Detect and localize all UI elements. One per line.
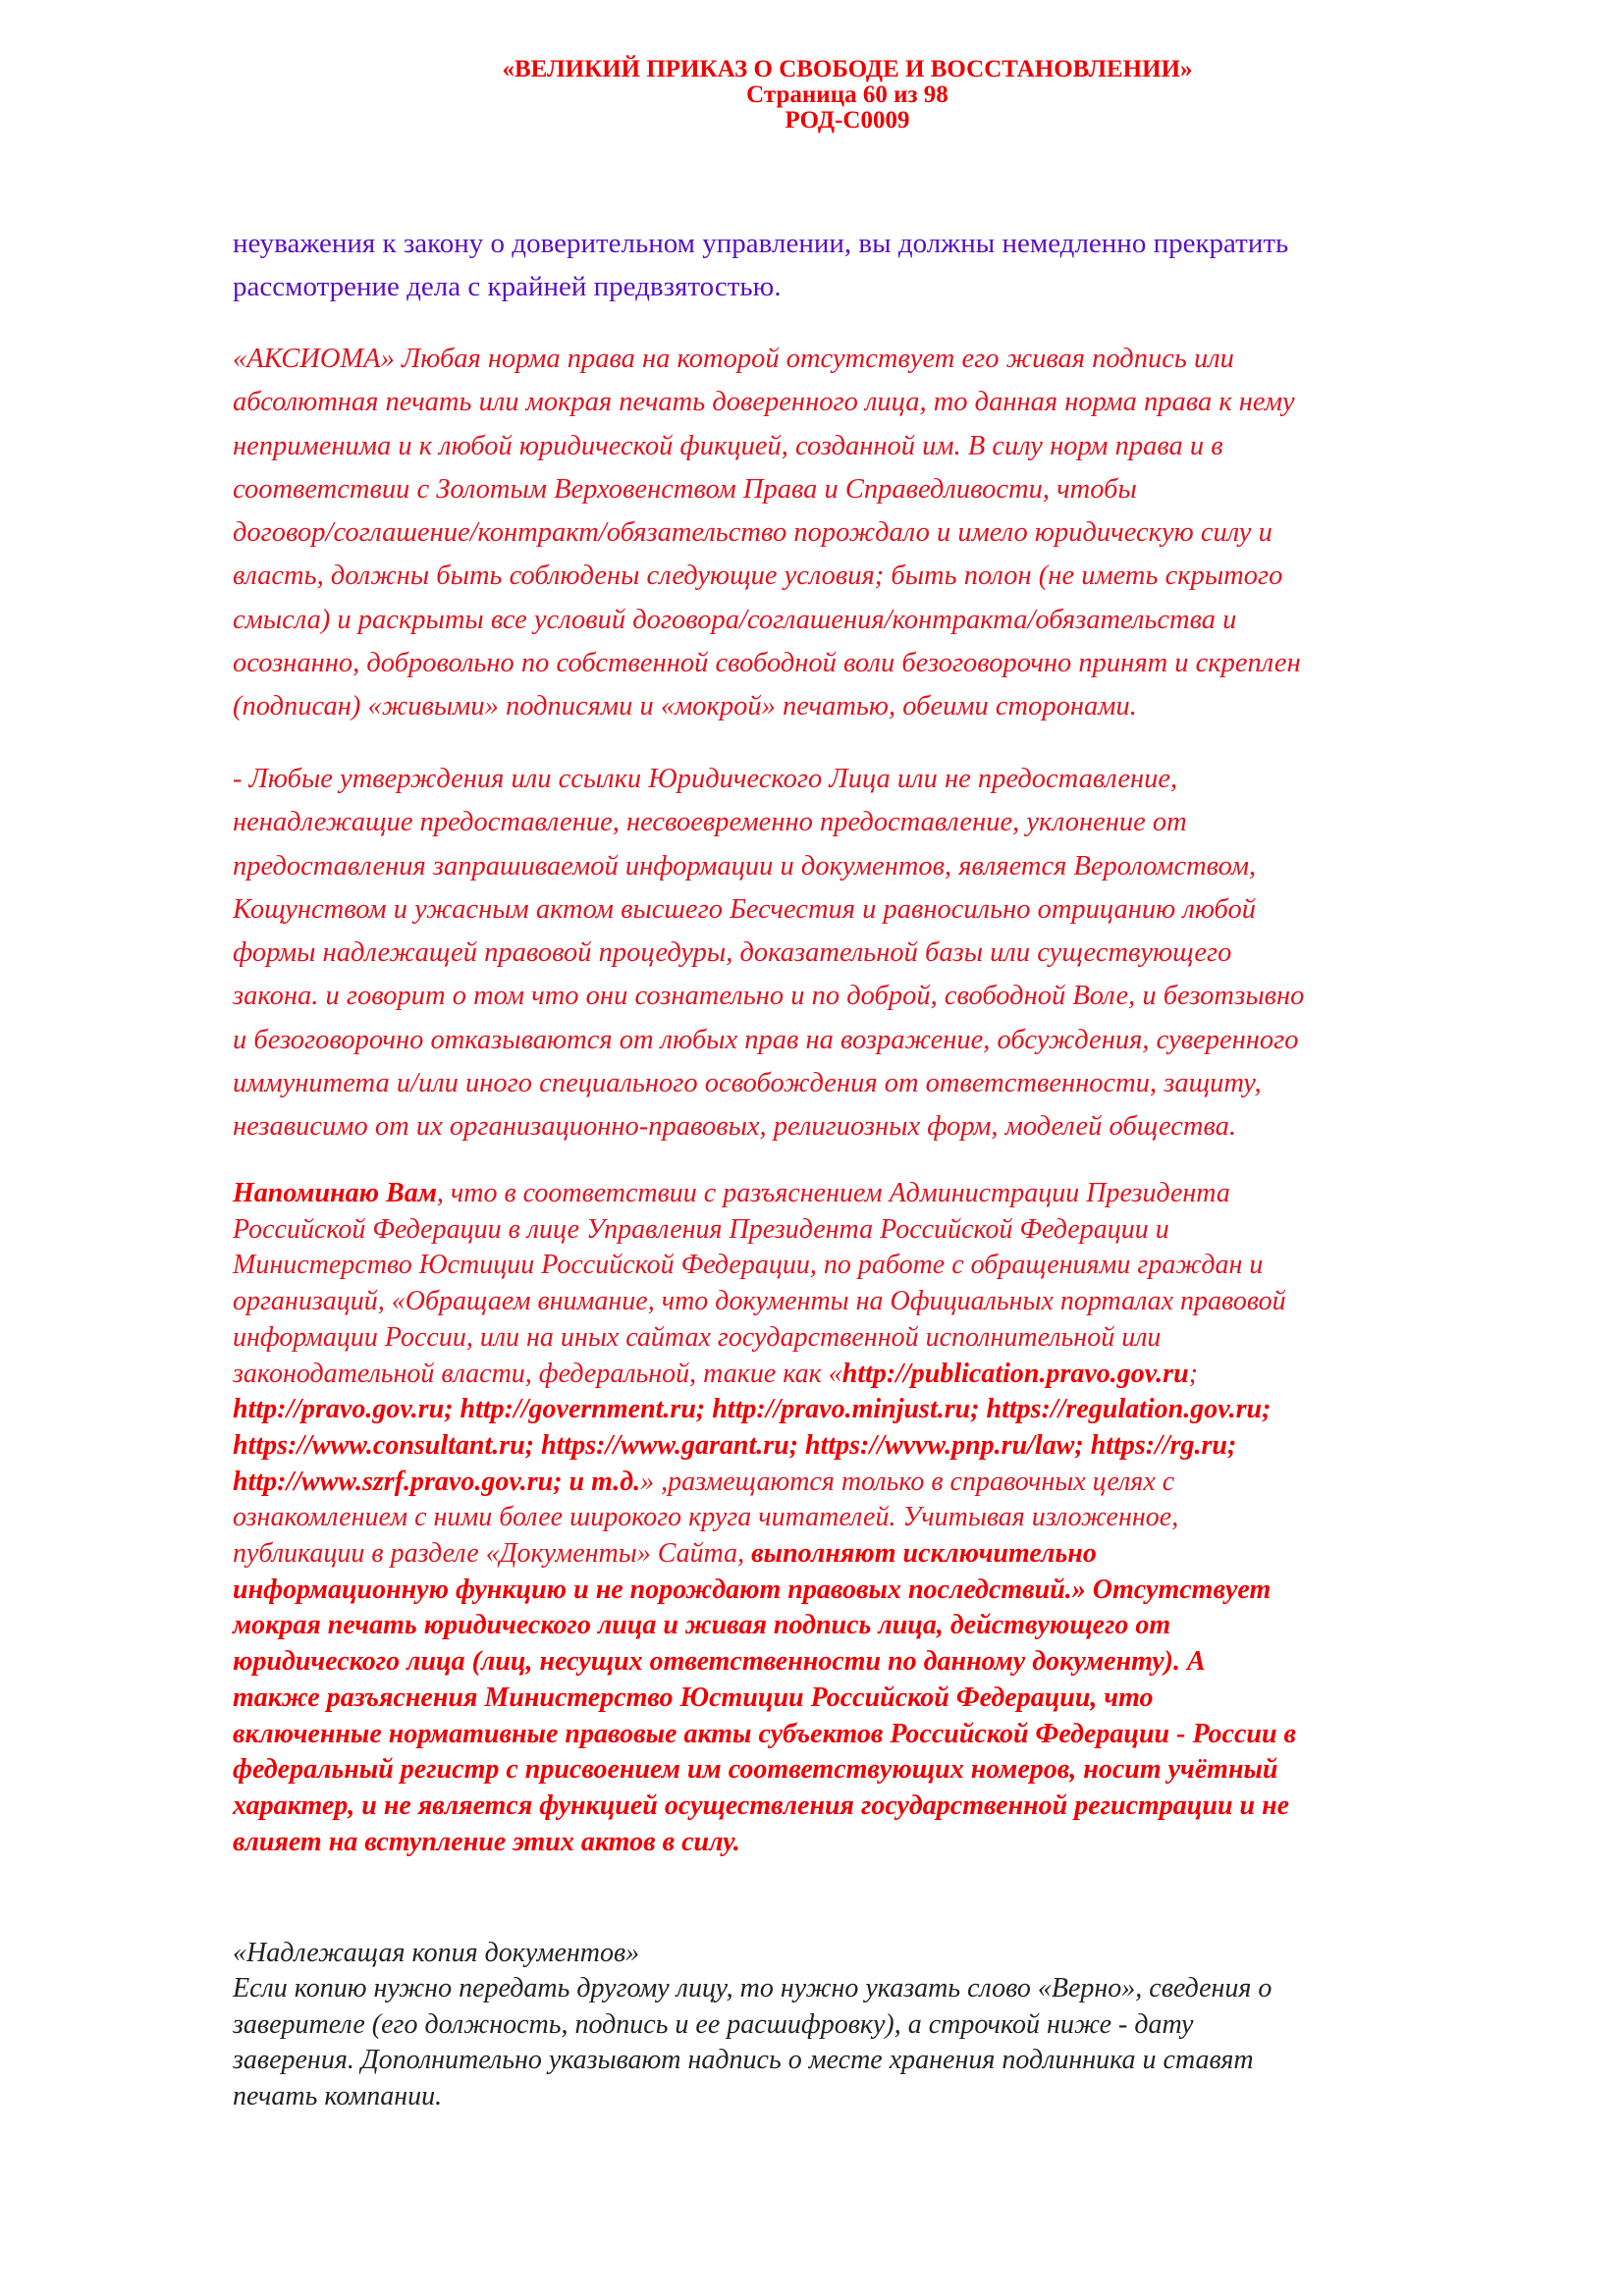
text-line: Российской Федерации в лице Управления Президента Российской Федерации и xyxy=(233,1213,1169,1245)
separator: ; xyxy=(524,1429,542,1461)
text-span: публикации в разделе «Документы» Сайта, xyxy=(233,1538,752,1570)
text-span: » ,размещаются только в справочных целях с xyxy=(640,1466,1175,1497)
text-line xyxy=(233,1392,1529,1428)
proper-copy-heading xyxy=(233,1936,1529,1971)
page-header xyxy=(0,57,1624,133)
text-line xyxy=(233,1176,1529,1212)
url-link[interactable]: https://rg.ru xyxy=(1090,1429,1227,1461)
emphasis-line: также разъяснения Министерство Юстиции Российской Федерации, что xyxy=(233,1682,1154,1713)
emphasis-line: федеральный регистр с присвоением им соответствующих номеров, носит учётный xyxy=(233,1754,1278,1786)
text-line xyxy=(233,1465,1529,1501)
text-line: рассмотрение дела с крайней предвзятостью. xyxy=(233,271,782,302)
text-line: предоставления запрашиваемой информации и документов, является Вероломством, xyxy=(233,850,1257,881)
separator: ; xyxy=(1074,1429,1091,1461)
emphasis-line: информационную функцию и не порождают правовых последствий.» Отсутствует xyxy=(233,1574,1272,1605)
text-line: заверителе (его должность, подпись и ее расшифровку), а строчкой ниже - дату xyxy=(233,2008,1194,2040)
text-line: - Любые утверждения или ссылки Юридического Лица или не предоставление, xyxy=(233,764,1178,794)
text-line: договор/соглашение/контракт/обязательство порождало и имело юридическую силу и xyxy=(233,517,1272,549)
page-number: Страница 60 из 98 xyxy=(746,81,948,108)
text-line xyxy=(233,1428,1529,1465)
text-line: заверения. Дополнительно указывают надпись о месте хранения подлинника и ставят xyxy=(233,2045,1254,2076)
text-line: (подписан) «живыми» подписями и «мокрой» печатью, обеими сторонами. xyxy=(233,691,1137,722)
text-line: иммунитета и/или иного специального освобождения от ответственности, защиту, xyxy=(233,1068,1262,1099)
section-title: «Надлежащая копия документов» xyxy=(233,1938,640,1968)
separator: ; xyxy=(1262,1394,1272,1425)
url-link[interactable]: https://www.garant.ru xyxy=(541,1429,789,1461)
emphasis-line: включенные нормативные правовые акты субъектов Российской Федерации - России в xyxy=(233,1718,1297,1749)
url-link[interactable]: https://wvvw.pnp.ru/law xyxy=(805,1429,1075,1461)
separator: ; xyxy=(970,1394,987,1425)
url-link[interactable]: https://www.consultant.ru xyxy=(233,1429,525,1461)
intro-paragraph xyxy=(233,222,1529,308)
emphasis-line: влияет на вступление этих актов в силу. xyxy=(233,1826,740,1857)
url-link[interactable]: http://government.ru xyxy=(460,1394,696,1425)
reminder-paragraph xyxy=(233,1176,1529,1860)
axiom-paragraph xyxy=(233,338,1529,729)
emphasis-line: юридического лица (лиц, несущих ответственности по данному документу). А xyxy=(233,1646,1206,1678)
text-line: закона. и говорит о том что они сознательно и по доброй, свободной Воле, и безотзывно xyxy=(233,981,1305,1012)
text-line: соответствии с Золотым Верховенством Права и Справедливости, чтобы xyxy=(233,473,1137,505)
text-line: Кощунством и ужасным актом высшего Бесчестия и равносильно отрицанию любой xyxy=(233,893,1256,925)
reminder-lead: Напоминаю Вам xyxy=(233,1178,437,1208)
claims-paragraph xyxy=(233,758,1529,1149)
text-line: независимо от их организационно-правовых, религиозных форм, моделей общества. xyxy=(233,1111,1237,1143)
separator: ; xyxy=(1227,1429,1237,1461)
text-line: абсолютная печать или мокрая печать доверенного лица, то данная норма права к нему xyxy=(233,387,1295,418)
document-code: РОД-С0009 xyxy=(785,107,910,133)
text-line xyxy=(233,1357,1529,1393)
emphasis-text: выполняют исключительно xyxy=(751,1538,1097,1570)
url-link[interactable]: http://pravo.minjust.ru xyxy=(712,1394,971,1425)
text-line: смысла) и раскрыты все условий договора/соглашения/контракта/обязательства и xyxy=(233,604,1237,635)
text-line: неприменима и к любой юридической фикцией, созданной им. В силу норм права и в xyxy=(233,430,1223,461)
text-line: формы надлежащей правовой процедуры, доказательной базы или существующего xyxy=(233,937,1232,969)
text-line: организаций, «Обращаем внимание, что документы на Официальных порталах правовой xyxy=(233,1286,1286,1317)
text-line: власть, должны быть соблюдены следующие условия; быть полон (не иметь скрытого xyxy=(233,561,1283,592)
document-title: «ВЕЛИКИЙ ПРИКАЗ О СВОБОДЕ И ВОССТАНОВЛЕНИИ» xyxy=(502,56,1193,82)
separator: ; xyxy=(695,1394,713,1425)
url-link[interactable]: https://regulation.gov.ru xyxy=(986,1394,1263,1425)
text-line: Если копию нужно передать другому лицу, то нужно указать слово «Верно», сведения о xyxy=(233,1973,1272,2003)
url-link[interactable]: http://pravo.gov.ru xyxy=(233,1394,445,1425)
text-line: и безоговорочно отказываются от любых прав на возражение, обсуждения, суверенного xyxy=(233,1024,1299,1055)
text-line: Министерство Юстиции Российской Федерации, по работе с обращениями граждан и xyxy=(233,1250,1264,1281)
text-line: осознанно, добровольно по собственной свободной воли безоговорочно принят и скреплен xyxy=(233,648,1301,679)
url-link[interactable]: http://publication.pravo.gov.ru xyxy=(841,1358,1189,1389)
text-line: ненадлежащие предоставление, несвоевременно предоставление, уклонение от xyxy=(233,807,1187,838)
separator: ; xyxy=(444,1394,460,1425)
text-line: информации России, или на иных сайтах государственной исполнительной или xyxy=(233,1321,1162,1353)
text-line: неуважения к закону о доверительном управлении, вы должны немедленно прекратить xyxy=(233,228,1289,259)
separator: ; xyxy=(788,1429,806,1461)
text-line xyxy=(233,1536,1529,1573)
text-span: , что в соответствии с разъяснением Администрации Президента xyxy=(436,1178,1230,1208)
text-line: печать компании. xyxy=(233,2080,443,2111)
url-link[interactable]: http://www.szrf.pravo.gov.ru; и т.д. xyxy=(233,1466,641,1497)
text-span: законодательной власти, федеральной, такие как « xyxy=(233,1358,842,1389)
emphasis-line: мокрая печать юридического лица и живая подпись лица, действующего от xyxy=(233,1610,1171,1641)
text-span: ; xyxy=(1188,1358,1198,1389)
proper-copy-paragraph xyxy=(233,1971,1529,2114)
text-line: ознакомлением с ними более широкого круга читателей. Учитывая изложенное, xyxy=(233,1502,1179,1533)
text-line: «АКСИОМА» Любая норма права на которой отсутствует его живая подпись или xyxy=(233,344,1234,374)
emphasis-line: характер, и не является функцией осуществления государственной регистрации и не xyxy=(233,1789,1290,1821)
